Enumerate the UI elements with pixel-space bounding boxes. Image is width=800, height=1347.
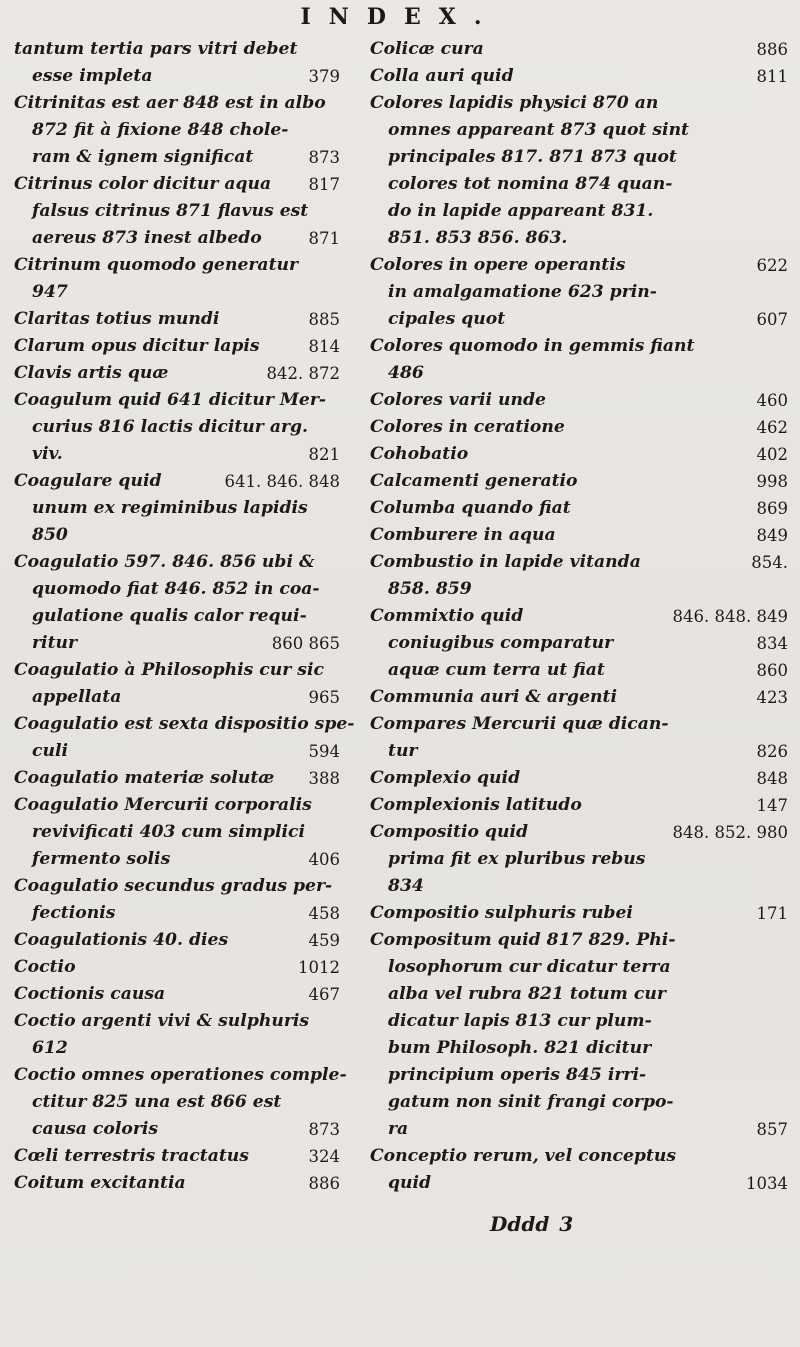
entry-text: Compositio quid [370, 822, 528, 842]
entry-text: falsus citrinus 871 flavus est [32, 201, 309, 221]
index-entry [370, 333, 788, 387]
entry-text: tantum tertia pars vitri debet [14, 39, 298, 59]
entry-line [14, 36, 340, 63]
signature-part: Dddd [490, 1212, 550, 1236]
entry-text: Communia auri & argenti [370, 687, 617, 707]
entry-text: gatum non sinit frangi corpo- [388, 1092, 674, 1112]
entry-text: Conceptio rerum, vel conceptus [370, 1146, 677, 1166]
page-reference: 171 [756, 904, 788, 923]
entry-line [370, 819, 788, 846]
entry-line [14, 549, 340, 576]
page-reference: 622 [756, 256, 788, 275]
entry-line [370, 387, 788, 414]
entry-line [370, 171, 788, 198]
entry-text: revivificati 403 cum simplici [32, 822, 306, 842]
index-entry [14, 927, 340, 954]
entry-text: appellata [32, 687, 122, 707]
page-reference: 998 [756, 472, 788, 491]
page-reference: 388 [308, 769, 340, 788]
entry-text: ram & ignem significat [32, 147, 254, 167]
index-entry [14, 252, 340, 306]
entry-text: prima fit ex pluribus rebus [388, 849, 646, 869]
page-reference: 814 [308, 337, 340, 356]
index-entry [370, 522, 788, 549]
index-entry [14, 1170, 340, 1197]
entry-text: 486 [388, 363, 424, 383]
entry-text: Coagulatio secundus gradus per- [14, 876, 333, 896]
entry-line [14, 603, 340, 630]
page-reference: 147 [756, 796, 788, 815]
index-entry [14, 90, 340, 171]
left-column [14, 36, 355, 1197]
entry-text: 850 [32, 525, 68, 545]
index-entry [14, 657, 340, 711]
entry-text: quomodo fiat 846. 852 in coa- [32, 579, 320, 599]
entry-line [14, 414, 340, 441]
entry-text: ra [388, 1119, 409, 1139]
entry-line [370, 1116, 788, 1143]
entry-line [14, 441, 340, 468]
entry-line [14, 927, 340, 954]
entry-line [370, 279, 788, 306]
entry-text: Coctio argenti vivi & sulphuris [14, 1011, 310, 1031]
index-entry [370, 252, 788, 333]
index-entry [370, 495, 788, 522]
index-entry [14, 1143, 340, 1170]
index-header [0, 4, 800, 34]
entry-line [14, 90, 340, 117]
entry-text: Colores in opere operantis [370, 255, 626, 275]
entry-text: Colla auri quid [370, 66, 514, 86]
entry-text: 612 [32, 1038, 68, 1058]
index-entry [370, 441, 788, 468]
entry-text: 947 [32, 282, 68, 302]
entry-text: Compositio sulphuris rubei [370, 903, 633, 923]
entry-text: Clarum opus dicitur lapis [14, 336, 260, 356]
entry-text: Columba quando fiat [370, 498, 571, 518]
index-entry [14, 387, 340, 468]
page-reference: 460 [756, 391, 788, 410]
entry-line [14, 1089, 340, 1116]
entry-line [14, 954, 340, 981]
page-reference: 811 [756, 67, 788, 86]
entry-text: do in lapide appareant 831. [388, 201, 654, 221]
entry-line [14, 360, 340, 387]
entry-line [370, 576, 788, 603]
entry-line [370, 252, 788, 279]
index-entry [14, 360, 340, 387]
page-reference: 854. [751, 553, 788, 572]
entry-text: alba vel rubra 821 totum cur [388, 984, 666, 1004]
entry-line [370, 1008, 788, 1035]
entry-text: Clavis artis quæ [14, 363, 169, 383]
entry-line [14, 279, 340, 306]
page-reference: 826 [756, 742, 788, 761]
entry-text: aquæ cum terra ut fiat [388, 660, 605, 680]
entry-text: fectionis [32, 903, 116, 923]
index-entry [14, 954, 340, 981]
entry-text: Coagulatio Mercurii corporalis [14, 795, 312, 815]
page-reference: 857 [756, 1120, 788, 1139]
entry-line [14, 252, 340, 279]
entry-line [14, 765, 340, 792]
page-reference: 873 [308, 1120, 340, 1139]
entry-line [370, 144, 788, 171]
entry-text: Coagulationis 40. dies [14, 930, 229, 950]
entry-text: Coctionis causa [14, 984, 166, 1004]
index-entry [14, 792, 340, 873]
index-entry [370, 387, 788, 414]
index-entry [370, 63, 788, 90]
index-entry [370, 711, 788, 765]
header-letter: I [300, 4, 329, 30]
page-reference: 842. 872 [266, 364, 340, 383]
page-reference: 402 [756, 445, 788, 464]
index-entry [370, 90, 788, 252]
index-entry [14, 711, 355, 765]
index-entry [14, 171, 340, 252]
entry-text: quid [388, 1173, 432, 1193]
entry-text: 858. 859 [388, 579, 472, 599]
entry-line [14, 1008, 340, 1035]
header-letter: X. [438, 4, 500, 30]
entry-text: Coagulare quid [14, 471, 162, 491]
page-reference: 1034 [746, 1174, 788, 1193]
header-letter: E [403, 4, 439, 30]
entry-line [370, 738, 788, 765]
entry-line [14, 873, 340, 900]
entry-text: Cœli terrestris tractatus [14, 1146, 249, 1166]
entry-line [370, 225, 788, 252]
entry-line [370, 333, 788, 360]
entry-line [14, 333, 340, 360]
entry-text: Citrinus color dicitur aqua [14, 174, 272, 194]
entry-text: Colicæ cura [370, 39, 484, 59]
entry-line [370, 981, 788, 1008]
entry-text: Coctio [14, 957, 76, 977]
entry-text: Compositum quid 817 829. Phi- [370, 930, 676, 950]
page-reference: 965 [308, 688, 340, 707]
entry-text: Combustio in lapide vitanda [370, 552, 641, 572]
entry-text: cipales quot [388, 309, 506, 329]
entry-text: Citrinum quomodo generatur [14, 255, 299, 275]
entry-text: Colores lapidis physici 870 an [370, 93, 659, 113]
entry-text: viv. [32, 444, 63, 464]
entry-text: Complexio quid [370, 768, 521, 788]
entry-line [14, 684, 340, 711]
page-reference: 324 [308, 1147, 340, 1166]
index-entry [370, 819, 788, 900]
header-letter: D [366, 4, 404, 30]
entry-line [14, 630, 340, 657]
entry-line [370, 603, 788, 630]
index-entry [14, 1008, 340, 1062]
page-reference: 886 [756, 40, 788, 59]
page-reference: 869 [756, 499, 788, 518]
index-entry [14, 549, 340, 657]
page-reference: 406 [308, 850, 340, 869]
entry-line [370, 549, 788, 576]
entry-text: Compares Mercurii quæ dican- [370, 714, 669, 734]
page-reference: 846. 848. 849 [672, 607, 788, 626]
right-column [370, 36, 788, 1197]
entry-line [14, 387, 340, 414]
entry-text: principales 817. 871 873 quot [388, 147, 677, 167]
index-entry [370, 792, 788, 819]
index-entry [370, 765, 788, 792]
entry-line [14, 306, 340, 333]
page-reference: 817 [308, 175, 340, 194]
index-entry [14, 36, 340, 90]
entry-line [370, 1089, 788, 1116]
entry-text: Citrinitas est aer 848 est in albo [14, 93, 326, 113]
entry-line [370, 198, 788, 225]
entry-text: Coagulatio à Philosophis cur sic [14, 660, 324, 680]
entry-line [14, 171, 340, 198]
index-entry [14, 873, 340, 927]
page-reference: 834 [756, 634, 788, 653]
entry-text: dicatur lapis 813 cur plum- [388, 1011, 652, 1031]
entry-line [370, 468, 788, 495]
entry-text: Colores varii unde [370, 390, 546, 410]
entry-line [14, 900, 340, 927]
entry-text: Claritas totius mundi [14, 309, 220, 329]
page-reference: 821 [308, 445, 340, 464]
entry-text: Coctio omnes operationes comple- [14, 1065, 347, 1085]
entry-text: Comburere in aqua [370, 525, 556, 545]
page-reference: 458 [308, 904, 340, 923]
entry-text: 872 fit à fixione 848 chole- [32, 120, 289, 140]
entry-text: Coagulatio 597. 846. 856 ubi & [14, 552, 315, 572]
entry-text: esse impleta [32, 66, 153, 86]
entry-line [14, 1170, 340, 1197]
entry-text: omnes appareant 873 quot sint [388, 120, 689, 140]
entry-text: Commixtio quid [370, 606, 524, 626]
header-letter: N [328, 4, 367, 30]
index-entry [370, 900, 788, 927]
page-reference: 607 [756, 310, 788, 329]
entry-line [370, 117, 788, 144]
entry-line [370, 873, 788, 900]
index-entry [370, 684, 788, 711]
entry-line [14, 117, 340, 144]
entry-line [370, 414, 788, 441]
entry-line [14, 63, 340, 90]
entry-text: Colores quomodo in gemmis fiant [370, 336, 695, 356]
entry-line [370, 792, 788, 819]
entry-line [14, 981, 340, 1008]
entry-line [14, 495, 340, 522]
entry-text: fermento solis [32, 849, 171, 869]
page-reference: 423 [756, 688, 788, 707]
page-reference: 871 [308, 229, 340, 248]
entry-line [370, 441, 788, 468]
entry-text: causa coloris [32, 1119, 159, 1139]
entry-line [370, 306, 788, 333]
entry-text: Coitum excitantia [14, 1173, 186, 1193]
index-entry [14, 468, 340, 549]
signature-mark [490, 1212, 583, 1236]
signature-part: 3 [559, 1212, 574, 1236]
index-entry [14, 981, 340, 1008]
page-reference: 594 [308, 742, 340, 761]
entry-text: bum Philosoph. 821 dicitur [388, 1038, 652, 1058]
entry-text: Coagulum quid 641 dicitur Mer- [14, 390, 327, 410]
page-reference: 641. 846. 848 [224, 472, 340, 491]
entry-line [370, 1143, 788, 1170]
entry-line [14, 846, 340, 873]
entry-text: Calcamenti generatio [370, 471, 578, 491]
entry-line [370, 927, 788, 954]
entry-line [370, 495, 788, 522]
entry-line [370, 1062, 788, 1089]
index-entry [370, 603, 788, 684]
page-reference: 379 [308, 67, 340, 86]
entry-line [370, 1035, 788, 1062]
entry-text: 834 [388, 876, 424, 896]
index-entry [370, 36, 788, 63]
entry-line [14, 1116, 340, 1143]
entry-line [14, 657, 340, 684]
page-reference: 1012 [298, 958, 340, 977]
entry-text: ctitur 825 una est 866 est [32, 1092, 282, 1112]
entry-text: culi [32, 741, 69, 761]
entry-text: in amalgamatione 623 prin- [388, 282, 657, 302]
page-reference: 860 [756, 661, 788, 680]
entry-line [14, 144, 340, 171]
page-reference: 462 [756, 418, 788, 437]
entry-line [14, 1035, 340, 1062]
entry-text: gulatione qualis calor requi- [32, 606, 307, 626]
entry-line [14, 522, 340, 549]
entry-line [370, 765, 788, 792]
entry-text: unum ex regiminibus lapidis [32, 498, 308, 518]
entry-text: Colores in ceratione [370, 417, 565, 437]
entry-line [370, 954, 788, 981]
index-entry [14, 1062, 347, 1143]
page-reference: 885 [308, 310, 340, 329]
entry-line [370, 684, 788, 711]
entry-text: curius 816 lactis dicitur arg. [32, 417, 309, 437]
entry-line [370, 522, 788, 549]
entry-line [14, 198, 340, 225]
entry-line [370, 711, 788, 738]
entry-line [370, 900, 788, 927]
entry-line [370, 360, 788, 387]
entry-line [14, 225, 340, 252]
entry-line [14, 738, 340, 765]
index-entry [370, 468, 788, 495]
index-entry [370, 549, 788, 603]
page-reference: 860 865 [271, 634, 340, 653]
entry-line [14, 819, 340, 846]
entry-line [14, 792, 340, 819]
entry-text: Coagulatio est sexta dispositio spe- [14, 714, 355, 734]
entry-line [14, 1062, 347, 1089]
page-reference: 848. 852. 980 [672, 823, 788, 842]
page-reference: 467 [308, 985, 340, 1004]
entry-line [14, 576, 340, 603]
entry-line [370, 1170, 788, 1197]
page-reference: 873 [308, 148, 340, 167]
entry-text: principium operis 845 irri- [388, 1065, 647, 1085]
index-entry [370, 927, 788, 1143]
entry-text: coniugibus comparatur [388, 633, 614, 653]
entry-line [14, 468, 340, 495]
index-entry [370, 414, 788, 441]
entry-text: losophorum cur dicatur terra [388, 957, 671, 977]
entry-text: Complexionis latitudo [370, 795, 582, 815]
entry-text: 851. 853 856. 863. [388, 228, 568, 248]
entry-line [370, 90, 788, 117]
entry-line [370, 846, 788, 873]
entry-line [14, 711, 355, 738]
entry-text: colores tot nomina 874 quan- [388, 174, 673, 194]
index-entry [14, 306, 340, 333]
entry-text: Coagulatio materiæ solutæ [14, 768, 275, 788]
entry-line [370, 657, 788, 684]
entry-line [370, 36, 788, 63]
page-reference: 849 [756, 526, 788, 545]
entry-text: Cohobatio [370, 444, 469, 464]
entry-text: tur [388, 741, 418, 761]
page-reference: 848 [756, 769, 788, 788]
entry-line [14, 1143, 340, 1170]
index-entry [370, 1143, 788, 1197]
entry-text: aereus 873 inest albedo [32, 228, 262, 248]
entry-text: ritur [32, 633, 78, 653]
page-reference: 886 [308, 1174, 340, 1193]
entry-line [370, 630, 788, 657]
index-entry [14, 333, 340, 360]
entry-line [370, 63, 788, 90]
index-entry [14, 765, 340, 792]
page-reference: 459 [308, 931, 340, 950]
